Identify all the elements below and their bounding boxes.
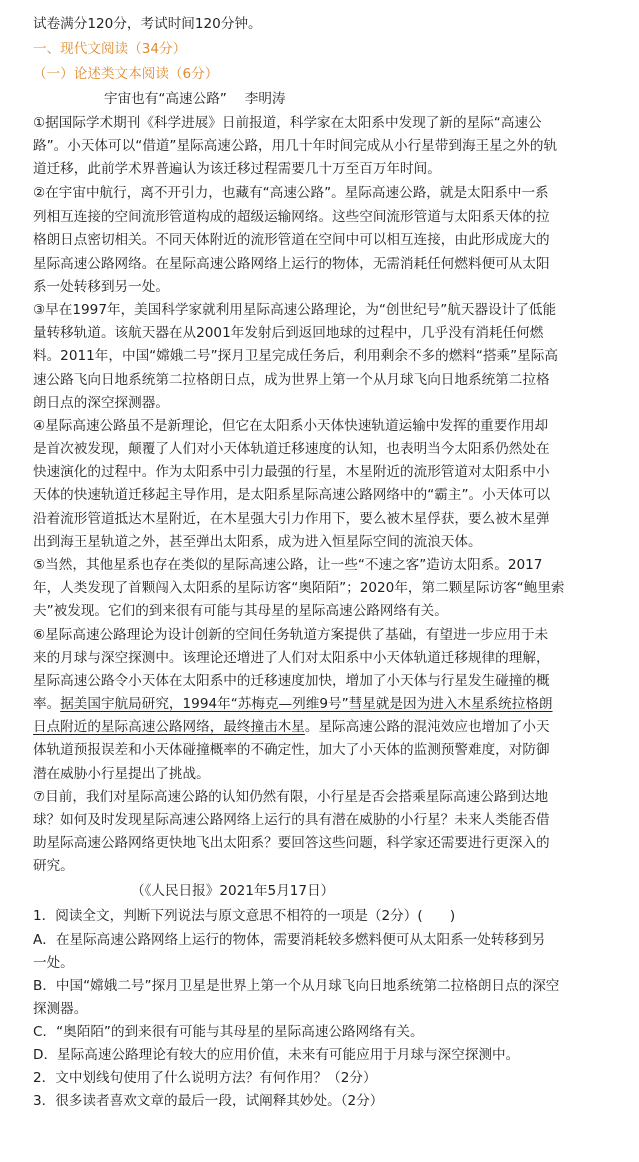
exam-info: 试卷满分120分，考试时间120分钟。 bbox=[33, 16, 262, 32]
paragraph-3-line: 料。2011年，中国“嫦娥二号”探月卫星完成任务后，利用剩余不多的燃料“搭乘”星际高 bbox=[33, 348, 558, 364]
underlined-sentence-part-2: 日点附近的星际高速公路网络，最终撞击木星 bbox=[33, 719, 305, 735]
paragraph-2-line: ②在宇宙中航行，离不开引力，也藏有“高速公路”。星际高速公路，就是太阳系中一系 bbox=[33, 185, 549, 201]
underlined-sentence-part-1: 据美国宇航局研究，1994年“苏梅克—列维9号”彗星就是因为进入木星系统拉格朗 bbox=[60, 696, 553, 712]
paragraph-2-line: 系一处转移到另一处。 bbox=[33, 279, 169, 295]
paragraph-7-line: 球？如何及时发现星际高速公路网络上运行的具有潜在威胁的小行星？未来人类能否借 bbox=[33, 812, 550, 828]
plain-text: 率。 bbox=[33, 696, 61, 712]
paragraph-1-line: ①据国际学术期刊《科学进展》日前报道，科学家在太阳系中发现了新的星际“高速公 bbox=[33, 115, 542, 131]
plain-text: 。星际高速公路的混沌效应也增加了小天 bbox=[304, 719, 550, 735]
article-source: （《人民日报》2021年5月17日） bbox=[131, 883, 335, 899]
paragraph-6-line: 来的月球与深空探测中。该理论还增进了人们对太阳系中小天体轨道迁移规律的理解， bbox=[33, 650, 550, 666]
option-a-line: A．在星际高速公路网络上运行的物体，需要消耗较多燃料便可从太阳系一处转移到另 bbox=[33, 932, 546, 948]
paragraph-4-line: 沿着流形管道抵达木星附近，在木星强大引力作用下，要么被木星俘获，要么被木星弹 bbox=[33, 511, 550, 527]
paragraph-4-line: ④星际高速公路虽不是新理论，但它在太阳系小天体快速轨道运输中发挥的重要作用却 bbox=[33, 418, 549, 434]
paragraph-1-line: 路”。小天体可以“借道”星际高速公路，用几十年时间完成从小行星带到海王星之外的轨 bbox=[33, 138, 558, 154]
paragraph-4-line: 快速演化的过程中。作为太阳系中引力最强的行星，木星附近的流形管道对太阳系中小 bbox=[33, 464, 550, 480]
paragraph-6-line-underlined bbox=[33, 692, 553, 716]
paragraph-4-line: 出到海王星轨道之外，甚至弹出太阳系，成为进入恒星际空间的流浪天体。 bbox=[33, 534, 482, 550]
article-title: 宇宙也有“高速公路” 李明涛 bbox=[104, 91, 286, 107]
paragraph-7-line: 研究。 bbox=[33, 858, 74, 874]
paragraph-3-line: ③早在1997年，美国科学家就利用星际高速公路理论，为“创世纪号”航天器设计了低能 bbox=[33, 302, 557, 318]
paragraph-7-line: 助星际高速公路网络更快地飞出太阳系？要回答这些问题，科学家还需要进行更深入的 bbox=[33, 835, 550, 851]
option-d: D．星际高速公路理论有较大的应用价值，未来有可能应用于月球与深空探测中。 bbox=[33, 1047, 520, 1063]
option-a-line: 一处。 bbox=[33, 955, 74, 971]
paragraph-2-line: 列相互连接的空间流形管道构成的超级运输网络。这些空间流形管道与太阳系天体的拉 bbox=[33, 209, 550, 225]
paragraph-5-line: ⑤当然，其他星系也存在类似的星际高速公路，让一些“不速之客”造访太阳系。2017 bbox=[33, 557, 543, 573]
question-1: 1．阅读全文，判断下列说法与原文意思不相符的一项是（2分）( ) bbox=[33, 908, 456, 924]
paragraph-2-line: 格朗日点密切相关。不同天体附近的流形管道在空间中可以相互连接，由此形成庞大的 bbox=[33, 232, 550, 248]
paragraph-4-line: 天体的快速轨道迁移起主导作用，是太阳系星际高速公路网络中的“霸主”。小天体可以 bbox=[33, 487, 551, 503]
option-c: C．“奥陌陌”的到来很有可能与其母星的星际高速公路网络有关。 bbox=[33, 1024, 424, 1040]
paragraph-6-line: 潜在威胁小行星提出了挑战。 bbox=[33, 766, 210, 782]
paragraph-4-line: 是首次被发现，颠覆了人们对小天体轨道迁移速度的认知，也表明当今太阳系仍然处在 bbox=[33, 441, 550, 457]
paragraph-5-line: 夫”被发现。它们的到来很有可能与其母星的星际高速公路网络有关。 bbox=[33, 603, 448, 619]
paragraph-6-line-underlined bbox=[33, 715, 550, 739]
paragraph-3-line: 量转移轨道。该航天器在从2001年发射后到返回地球的过程中，几乎没有消耗任何燃 bbox=[33, 325, 544, 341]
paragraph-6-line: ⑥星际高速公路理论为设计创新的空间任务轨道方案提供了基础，有望进一步应用于未 bbox=[33, 627, 549, 643]
option-b-line: B．中国“嫦娥二号”探月卫星是世界上第一个从月球飞向日地系统第二拉格朗日点的深空 bbox=[33, 978, 560, 994]
subsection-heading: （一）论述类文本阅读（6分） bbox=[33, 66, 219, 82]
option-b-line: 探测器。 bbox=[33, 1001, 88, 1017]
paragraph-6-line: 星际高速公路令小天体在太阳系中的迁移速度加快，增加了小天体与行星发生碰撞的概 bbox=[33, 673, 550, 689]
paragraph-5-line: 年，人类发现了首颗闯入太阳系的星际访客“奥陌陌”；2020年，第二颗星际访客“鲍里索 bbox=[33, 580, 565, 596]
paragraph-3-line: 速公路飞向日地系统第二拉格朗日点，成为世界上第一个从月球飞向日地系统第二拉格 bbox=[33, 372, 550, 388]
paragraph-6-line: 体轨道预报误差和小天体碰撞概率的不确定性，加大了小天体的监测预警难度，对防御 bbox=[33, 742, 550, 758]
question-3: 3．很多读者喜欢文章的最后一段，试阐释其妙处。（2分） bbox=[33, 1093, 384, 1109]
question-2: 2．文中划线句使用了什么说明方法？有何作用？（2分） bbox=[33, 1070, 377, 1086]
paragraph-2-line: 星际高速公路网络。在星际高速公路网络上运行的物体，无需消耗任何燃料便可从太阳 bbox=[33, 256, 550, 272]
paragraph-1-line: 道迁移，此前学术界普遍认为该迁移过程需要几十万至百万年时间。 bbox=[33, 161, 441, 177]
section-heading: 一、现代文阅读（34分） bbox=[33, 41, 187, 57]
paragraph-3-line: 朗日点的深空探测器。 bbox=[33, 395, 169, 411]
paragraph-7-line: ⑦目前，我们对星际高速公路的认知仍然有限，小行星是否会搭乘星际高速公路到达地 bbox=[33, 789, 549, 805]
